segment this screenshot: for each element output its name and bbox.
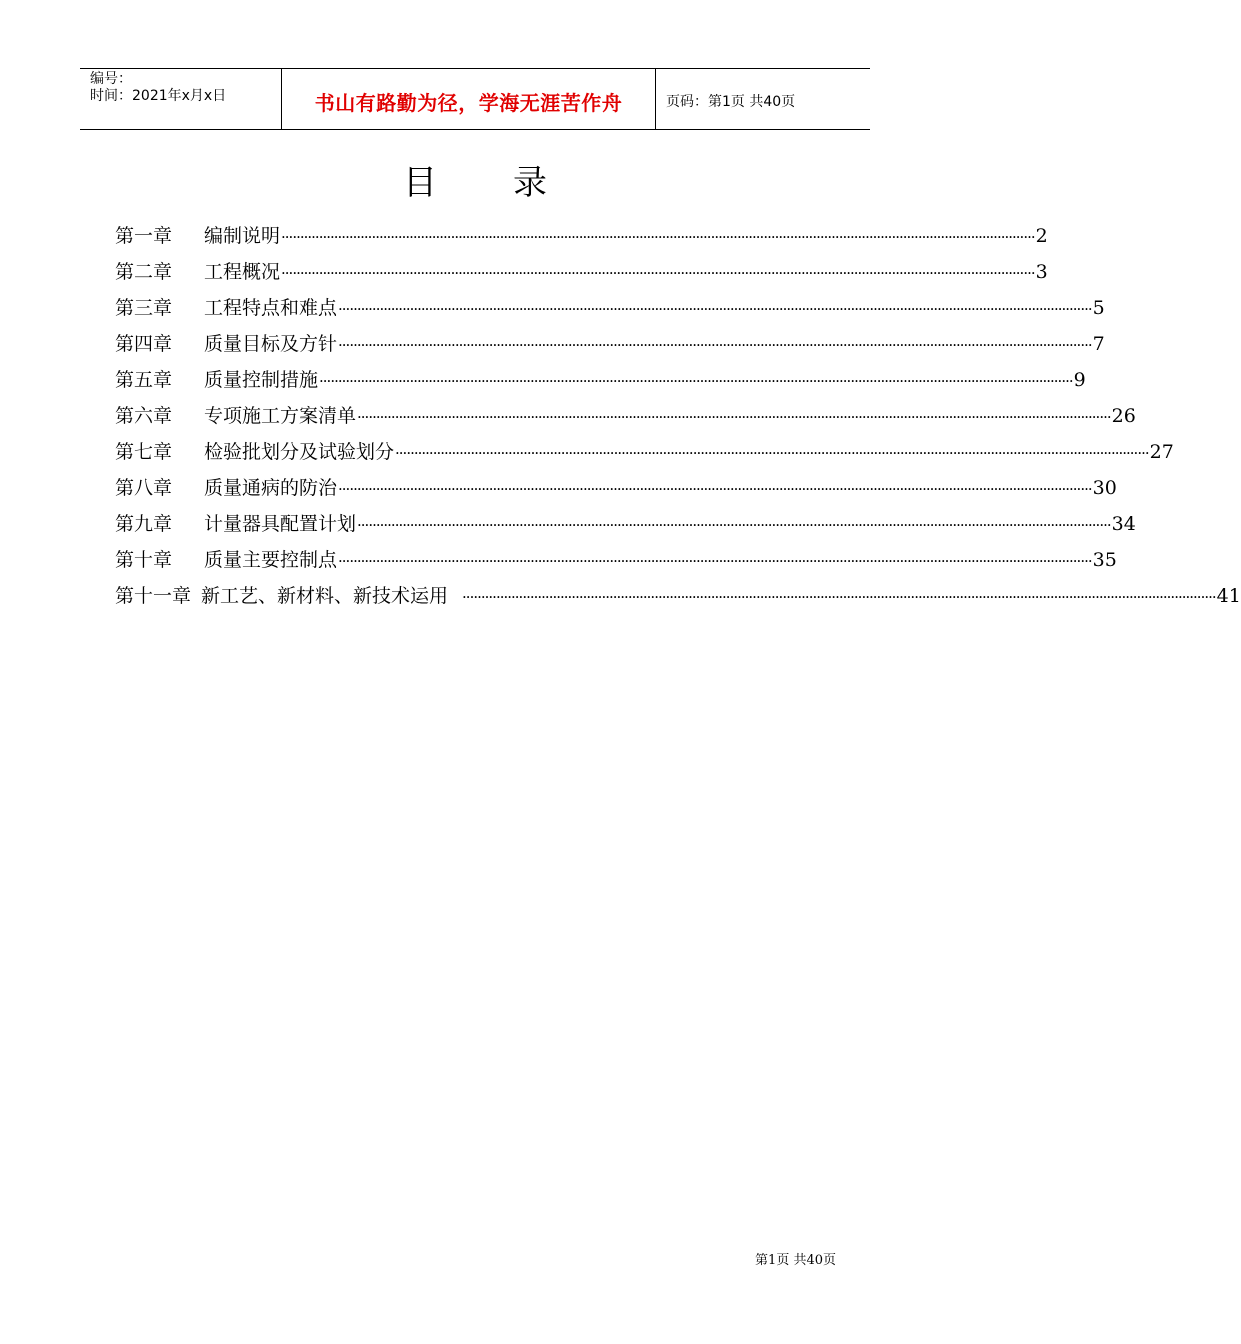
- toc-chapter: 第八章: [115, 477, 173, 499]
- toc-entry-title: 质量目标及方针: [204, 333, 338, 355]
- toc-entry[interactable]: [115, 254, 1048, 290]
- toc-entry-title: 质量控制措施: [204, 369, 319, 391]
- toc-chapter: 第四章: [115, 333, 173, 355]
- page-footer: 第1页 共40页: [755, 1253, 836, 1268]
- toc-entry-title: 质量通病的防治: [204, 477, 338, 499]
- toc-chapter: 第七章: [115, 441, 173, 463]
- header-motto-cell: [282, 69, 656, 129]
- toc-leader-dots: ········································································································································································································: [462, 588, 1216, 606]
- toc-leader-dots: ········································································································································································································: [395, 444, 1149, 462]
- header-meta-cell: [80, 69, 282, 129]
- document-header: [80, 68, 870, 130]
- toc-entry[interactable]: [115, 434, 1174, 470]
- toc-entry[interactable]: [115, 362, 1086, 398]
- toc-page-number: 30: [1092, 477, 1117, 499]
- toc-title-left: 目: [403, 163, 437, 203]
- toc-chapter: 第十章: [115, 549, 173, 571]
- header-motto: 书山有路勤为径，学海无涯苦作舟: [314, 90, 623, 115]
- toc-chapter: 第六章: [115, 405, 173, 427]
- toc-entry-title: 检验批划分及试验划分: [204, 441, 395, 463]
- toc-entry-title: 质量主要控制点: [204, 549, 338, 571]
- toc-entry[interactable]: [115, 398, 1136, 434]
- toc-page-number: 26: [1111, 405, 1136, 427]
- toc-leader-dots: ········································································································································································································: [338, 300, 1092, 318]
- toc-entry[interactable]: [115, 578, 1241, 614]
- toc-leader-dots: ········································································································································································································: [357, 516, 1111, 534]
- toc-leader-dots: ········································································································································································································: [281, 228, 1035, 246]
- toc-chapter: 第十一章: [115, 585, 192, 607]
- toc-chapter: 第九章: [115, 513, 173, 535]
- toc-page-number: 3: [1035, 261, 1048, 283]
- toc-entry-title: 专项施工方案清单: [204, 405, 357, 427]
- toc-page-number: 9: [1073, 369, 1086, 391]
- toc-chapter: 第三章: [115, 297, 173, 319]
- toc-leader-dots: ········································································································································································································: [338, 480, 1092, 498]
- toc-page-number: 35: [1092, 549, 1117, 571]
- toc-entry[interactable]: [115, 290, 1105, 326]
- table-of-contents: [115, 218, 1241, 614]
- toc-page-number: 27: [1149, 441, 1174, 463]
- toc-page-number: 7: [1092, 333, 1105, 355]
- toc-entry-title: 新工艺、新材料、新技术运用: [201, 585, 449, 607]
- toc-page-number: 41: [1216, 585, 1241, 607]
- toc-page-number: 34: [1111, 513, 1136, 535]
- toc-leader-dots: ········································································································································································································: [319, 372, 1073, 390]
- toc-entry-title: 编制说明: [204, 225, 281, 247]
- toc-entry-title: 工程概况: [204, 261, 281, 283]
- toc-leader-dots: ········································································································································································································: [338, 336, 1092, 354]
- toc-entry-title: 工程特点和难点: [204, 297, 338, 319]
- toc-entry[interactable]: [115, 506, 1136, 542]
- toc-page-number: 2: [1035, 225, 1048, 247]
- toc-title-right: 录: [513, 163, 547, 203]
- document-number-label: 编号：: [90, 71, 132, 87]
- toc-chapter: 第二章: [115, 261, 173, 283]
- toc-chapter: 第五章: [115, 369, 173, 391]
- header-page-info: 页码：第1页 共40页: [666, 94, 796, 110]
- toc-chapter: 第一章: [115, 225, 173, 247]
- toc-entry[interactable]: [115, 542, 1117, 578]
- toc-leader-dots: ········································································································································································································: [357, 408, 1111, 426]
- toc-title: [0, 155, 950, 204]
- document-time-label: 时间：2021年x月x日: [90, 88, 227, 104]
- toc-entry[interactable]: [115, 470, 1117, 506]
- toc-entry-title: 计量器具配置计划: [204, 513, 357, 535]
- header-page-cell: [656, 69, 870, 129]
- toc-entry[interactable]: [115, 326, 1105, 362]
- toc-entry[interactable]: [115, 218, 1048, 254]
- toc-leader-dots: ········································································································································································································: [338, 552, 1092, 570]
- toc-page-number: 5: [1092, 297, 1105, 319]
- toc-leader-dots: ········································································································································································································: [281, 264, 1035, 282]
